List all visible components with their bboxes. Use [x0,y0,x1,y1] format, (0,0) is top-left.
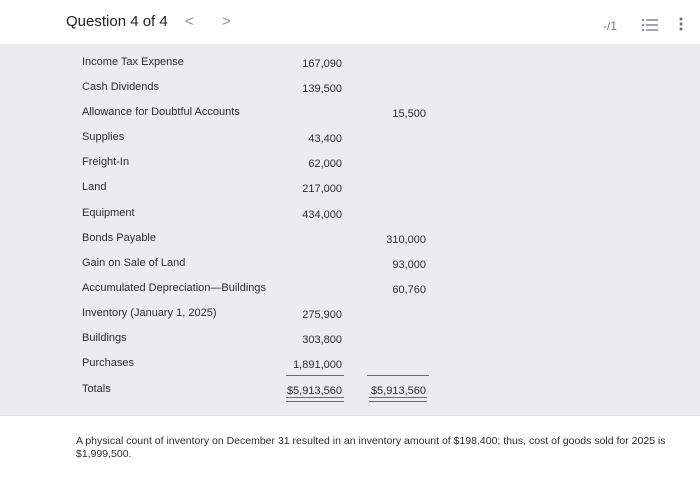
trial-balance [0,44,700,415]
account-name: Purchases [82,357,134,369]
debit-subtotal-rule [286,375,344,376]
account-name: Accumulated Depreciation—Buildings [82,282,267,294]
debit-total: $5,913,560 [286,385,342,397]
ledger-row [0,56,700,81]
ledger-row [0,81,700,106]
ledger-row [0,207,700,232]
chevron-left-icon[interactable]: < [185,13,194,30]
note-text: A physical count of inventory on December 31 resulted in an inventory amount of $198,400; thus, cost of goods sold for 2025 is $1,999,500. [76,435,666,460]
more-vertical-icon[interactable] [678,16,684,32]
account-name: Buildings [82,332,127,344]
ledger-row [0,332,700,357]
credit-amount: 310,000 [386,234,426,246]
account-name: Allowance for Doubtful Accounts [82,106,240,118]
debit-amount: 139,500 [302,83,342,95]
question-note [0,415,700,486]
ledger-row [0,106,700,131]
credit-amount: 15,500 [392,108,426,120]
ledger-row [0,307,700,332]
list-icon[interactable] [641,17,659,33]
account-name: Inventory (January 1, 2025) [82,307,217,319]
ledger-row [0,181,700,206]
question-title: Question 4 of 4 [66,13,168,30]
debit-amount: 275,900 [302,309,342,321]
credit-amount: 93,000 [392,259,426,271]
score-display: -/1 [603,19,618,33]
totals-label: Totals [82,383,111,395]
ledger-row [0,232,700,257]
credit-total-double-rule [369,397,427,402]
ledger-row [0,131,700,156]
ledger-row [0,282,700,307]
totals-row [0,383,700,408]
credit-amount: 60,760 [392,284,426,296]
account-name: Bonds Payable [82,232,156,244]
question-header [0,0,700,45]
credit-subtotal-rule [367,375,429,376]
debit-total-double-rule [286,397,344,402]
ledger-row [0,357,700,382]
debit-amount: 434,000 [302,209,342,221]
debit-amount: 217,000 [302,183,342,195]
debit-amount: 167,090 [302,58,342,70]
debit-amount: 43,400 [308,133,342,145]
account-name: Freight-In [82,156,130,168]
account-name: Income Tax Expense [82,56,184,68]
chevron-right-icon[interactable]: > [222,13,231,30]
account-name: Gain on Sale of Land [82,257,186,269]
account-name: Land [82,181,107,193]
ledger-row [0,257,700,282]
debit-amount: 62,000 [308,158,342,170]
debit-amount: 303,800 [302,334,342,346]
credit-total: $5,913,560 [370,385,426,397]
account-name: Supplies [82,131,125,143]
account-name: Equipment [82,207,135,219]
ledger-row [0,156,700,181]
account-name: Cash Dividends [82,81,160,93]
debit-amount: 1,891,000 [293,359,342,371]
